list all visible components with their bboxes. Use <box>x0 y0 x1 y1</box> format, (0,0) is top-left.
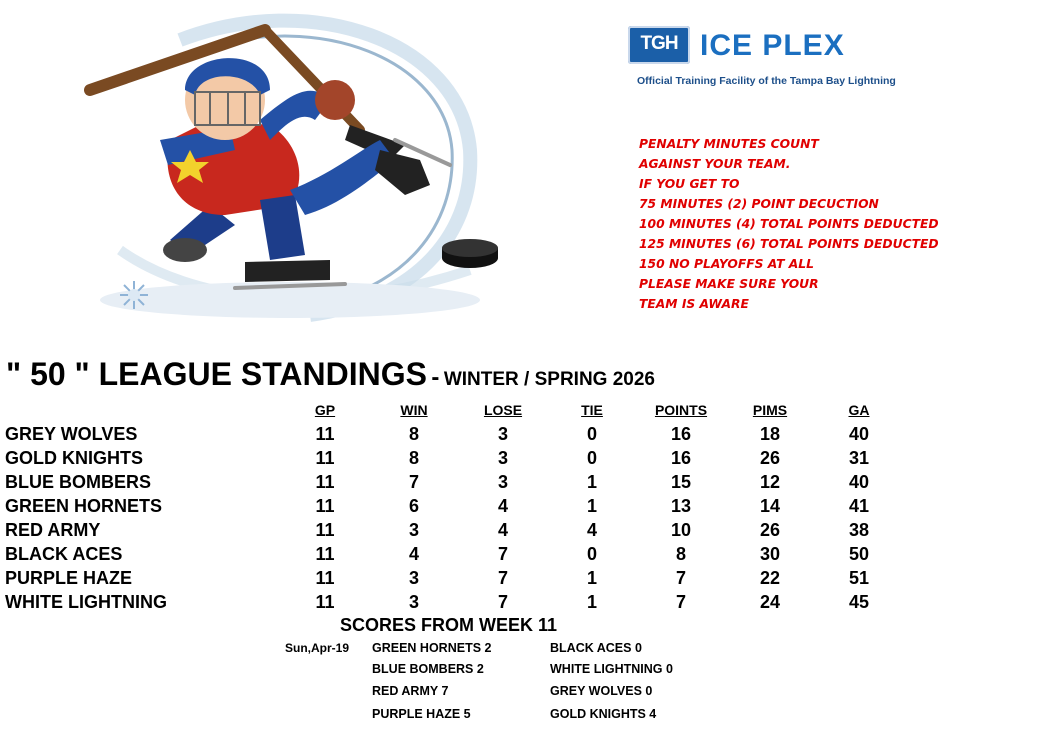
pims-value: 30 <box>759 544 781 564</box>
penalty-line: 100 MINUTES (4) TOTAL POINTS DEDUCTED <box>639 217 939 231</box>
gp-value: 11 <box>315 496 335 516</box>
logo-badge-text: TGH <box>640 33 678 54</box>
lose-value: 7 <box>497 592 508 612</box>
pims-value: 22 <box>759 568 781 588</box>
column-header-ga: GA <box>848 402 870 418</box>
win-value: 8 <box>408 448 419 468</box>
tie-value: 1 <box>586 496 597 516</box>
ga-value: 50 <box>848 544 870 564</box>
ga-value: 31 <box>848 448 870 468</box>
logo-tagline: Official Training Facility of the Tampa Bay Lightning <box>637 75 896 87</box>
lose-value: 3 <box>497 424 508 444</box>
penalty-line: 125 MINUTES (6) TOTAL POINTS DEDUCTED <box>639 237 939 251</box>
ga-value: 41 <box>848 496 870 516</box>
ga-value: 51 <box>848 568 870 588</box>
standings-row <box>0 518 1057 542</box>
pims-value: 26 <box>759 520 781 540</box>
standings-season: WINTER / SPRING 2026 <box>443 369 655 390</box>
pims-value: 14 <box>759 496 781 516</box>
lose-value: 3 <box>497 472 508 492</box>
lose-value: 4 <box>497 520 508 540</box>
ga-value: 45 <box>848 592 870 612</box>
standings-row <box>0 566 1057 590</box>
column-header-gp: GP <box>314 402 336 418</box>
tie-value: 1 <box>586 568 597 588</box>
tie-value: 1 <box>586 472 597 492</box>
score-away: BLACK ACES 0 <box>550 641 642 655</box>
score-away: GREY WOLVES 0 <box>550 684 653 698</box>
score-home: BLUE BOMBERS 2 <box>372 662 484 676</box>
score-away: GOLD KNIGHTS 4 <box>550 707 657 721</box>
standings-row <box>0 422 1057 446</box>
standings-row <box>0 542 1057 566</box>
team-name: GREY WOLVES <box>5 424 138 444</box>
team-name: GOLD KNIGHTS <box>5 448 143 468</box>
lose-value: 3 <box>497 448 508 468</box>
scores-title: SCORES FROM WEEK 11 <box>340 615 558 635</box>
points-value: 10 <box>670 520 692 540</box>
gp-value: 11 <box>315 472 335 492</box>
team-name: GREEN HORNETS <box>5 496 163 516</box>
standings-row <box>0 590 1057 614</box>
points-value: 8 <box>675 544 686 564</box>
lose-value: 7 <box>497 568 508 588</box>
score-date: Sun,Apr-19 <box>285 641 350 655</box>
pims-value: 18 <box>759 424 781 444</box>
standings-row <box>0 470 1057 494</box>
penalty-line: AGAINST YOUR TEAM. <box>639 157 791 171</box>
penalty-line: 75 MINUTES (2) POINT DECUCTION <box>639 197 879 211</box>
win-value: 8 <box>408 424 419 444</box>
penalty-notice <box>639 134 969 314</box>
penalty-line: IF YOU GET TO <box>639 177 740 191</box>
tie-value: 0 <box>586 424 597 444</box>
tie-value: 1 <box>586 592 597 612</box>
logo-name: ICE PLEX <box>700 29 845 62</box>
standings-title-separator: - <box>431 364 440 391</box>
standings-row <box>0 494 1057 518</box>
team-name: BLUE BOMBERS <box>5 472 152 492</box>
pims-value: 26 <box>759 448 781 468</box>
penalty-line: PLEASE MAKE SURE YOUR <box>639 277 819 291</box>
gp-value: 11 <box>315 448 335 468</box>
gp-value: 11 <box>315 568 335 588</box>
score-home: GREEN HORNETS 2 <box>372 641 492 655</box>
gp-value: 11 <box>315 520 335 540</box>
pims-value: 24 <box>759 592 781 612</box>
points-value: 16 <box>670 448 692 468</box>
win-value: 7 <box>408 472 419 492</box>
points-value: 15 <box>670 472 692 492</box>
column-header-tie: TIE <box>581 402 603 418</box>
gp-value: 11 <box>315 592 335 612</box>
gp-value: 11 <box>315 424 335 444</box>
ga-value: 40 <box>848 424 870 444</box>
team-name: WHITE LIGHTNING <box>5 592 167 612</box>
gp-value: 11 <box>315 544 335 564</box>
win-value: 4 <box>408 544 419 564</box>
iceplex-logo <box>628 26 898 96</box>
tie-value: 0 <box>586 448 597 468</box>
tie-value: 4 <box>586 520 597 540</box>
standings-title <box>6 356 655 393</box>
win-value: 6 <box>408 496 419 516</box>
tie-value: 0 <box>586 544 597 564</box>
win-value: 3 <box>408 592 419 612</box>
lose-value: 4 <box>497 496 508 516</box>
column-header-lose: LOSE <box>483 402 523 418</box>
score-home: PURPLE HAZE 5 <box>372 707 471 721</box>
team-name: RED ARMY <box>5 520 101 540</box>
pims-value: 12 <box>759 472 781 492</box>
hockey-player-illustration <box>60 0 540 330</box>
team-name: PURPLE HAZE <box>5 568 133 588</box>
tgh-logo-badge <box>628 26 690 64</box>
points-value: 13 <box>670 496 692 516</box>
column-header-pims: PIMS <box>752 402 788 418</box>
points-value: 7 <box>675 568 686 588</box>
ga-value: 40 <box>848 472 870 492</box>
standings-title-main: " 50 " LEAGUE STANDINGS <box>6 356 427 392</box>
standings-row <box>0 446 1057 470</box>
penalty-line: TEAM IS AWARE <box>639 297 749 311</box>
lose-value: 7 <box>497 544 508 564</box>
win-value: 3 <box>408 520 419 540</box>
points-value: 16 <box>670 424 692 444</box>
penalty-line: 150 NO PLAYOFFS AT ALL <box>639 257 814 271</box>
column-header-win: WIN <box>400 402 428 418</box>
score-home: RED ARMY 7 <box>372 684 449 698</box>
team-name: BLACK ACES <box>5 544 123 564</box>
penalty-line: PENALTY MINUTES COUNT <box>639 137 819 151</box>
points-value: 7 <box>675 592 686 612</box>
win-value: 3 <box>408 568 419 588</box>
score-away: WHITE LIGHTNING 0 <box>550 662 673 676</box>
ga-value: 38 <box>848 520 870 540</box>
column-header-points: POINTS <box>654 402 708 418</box>
